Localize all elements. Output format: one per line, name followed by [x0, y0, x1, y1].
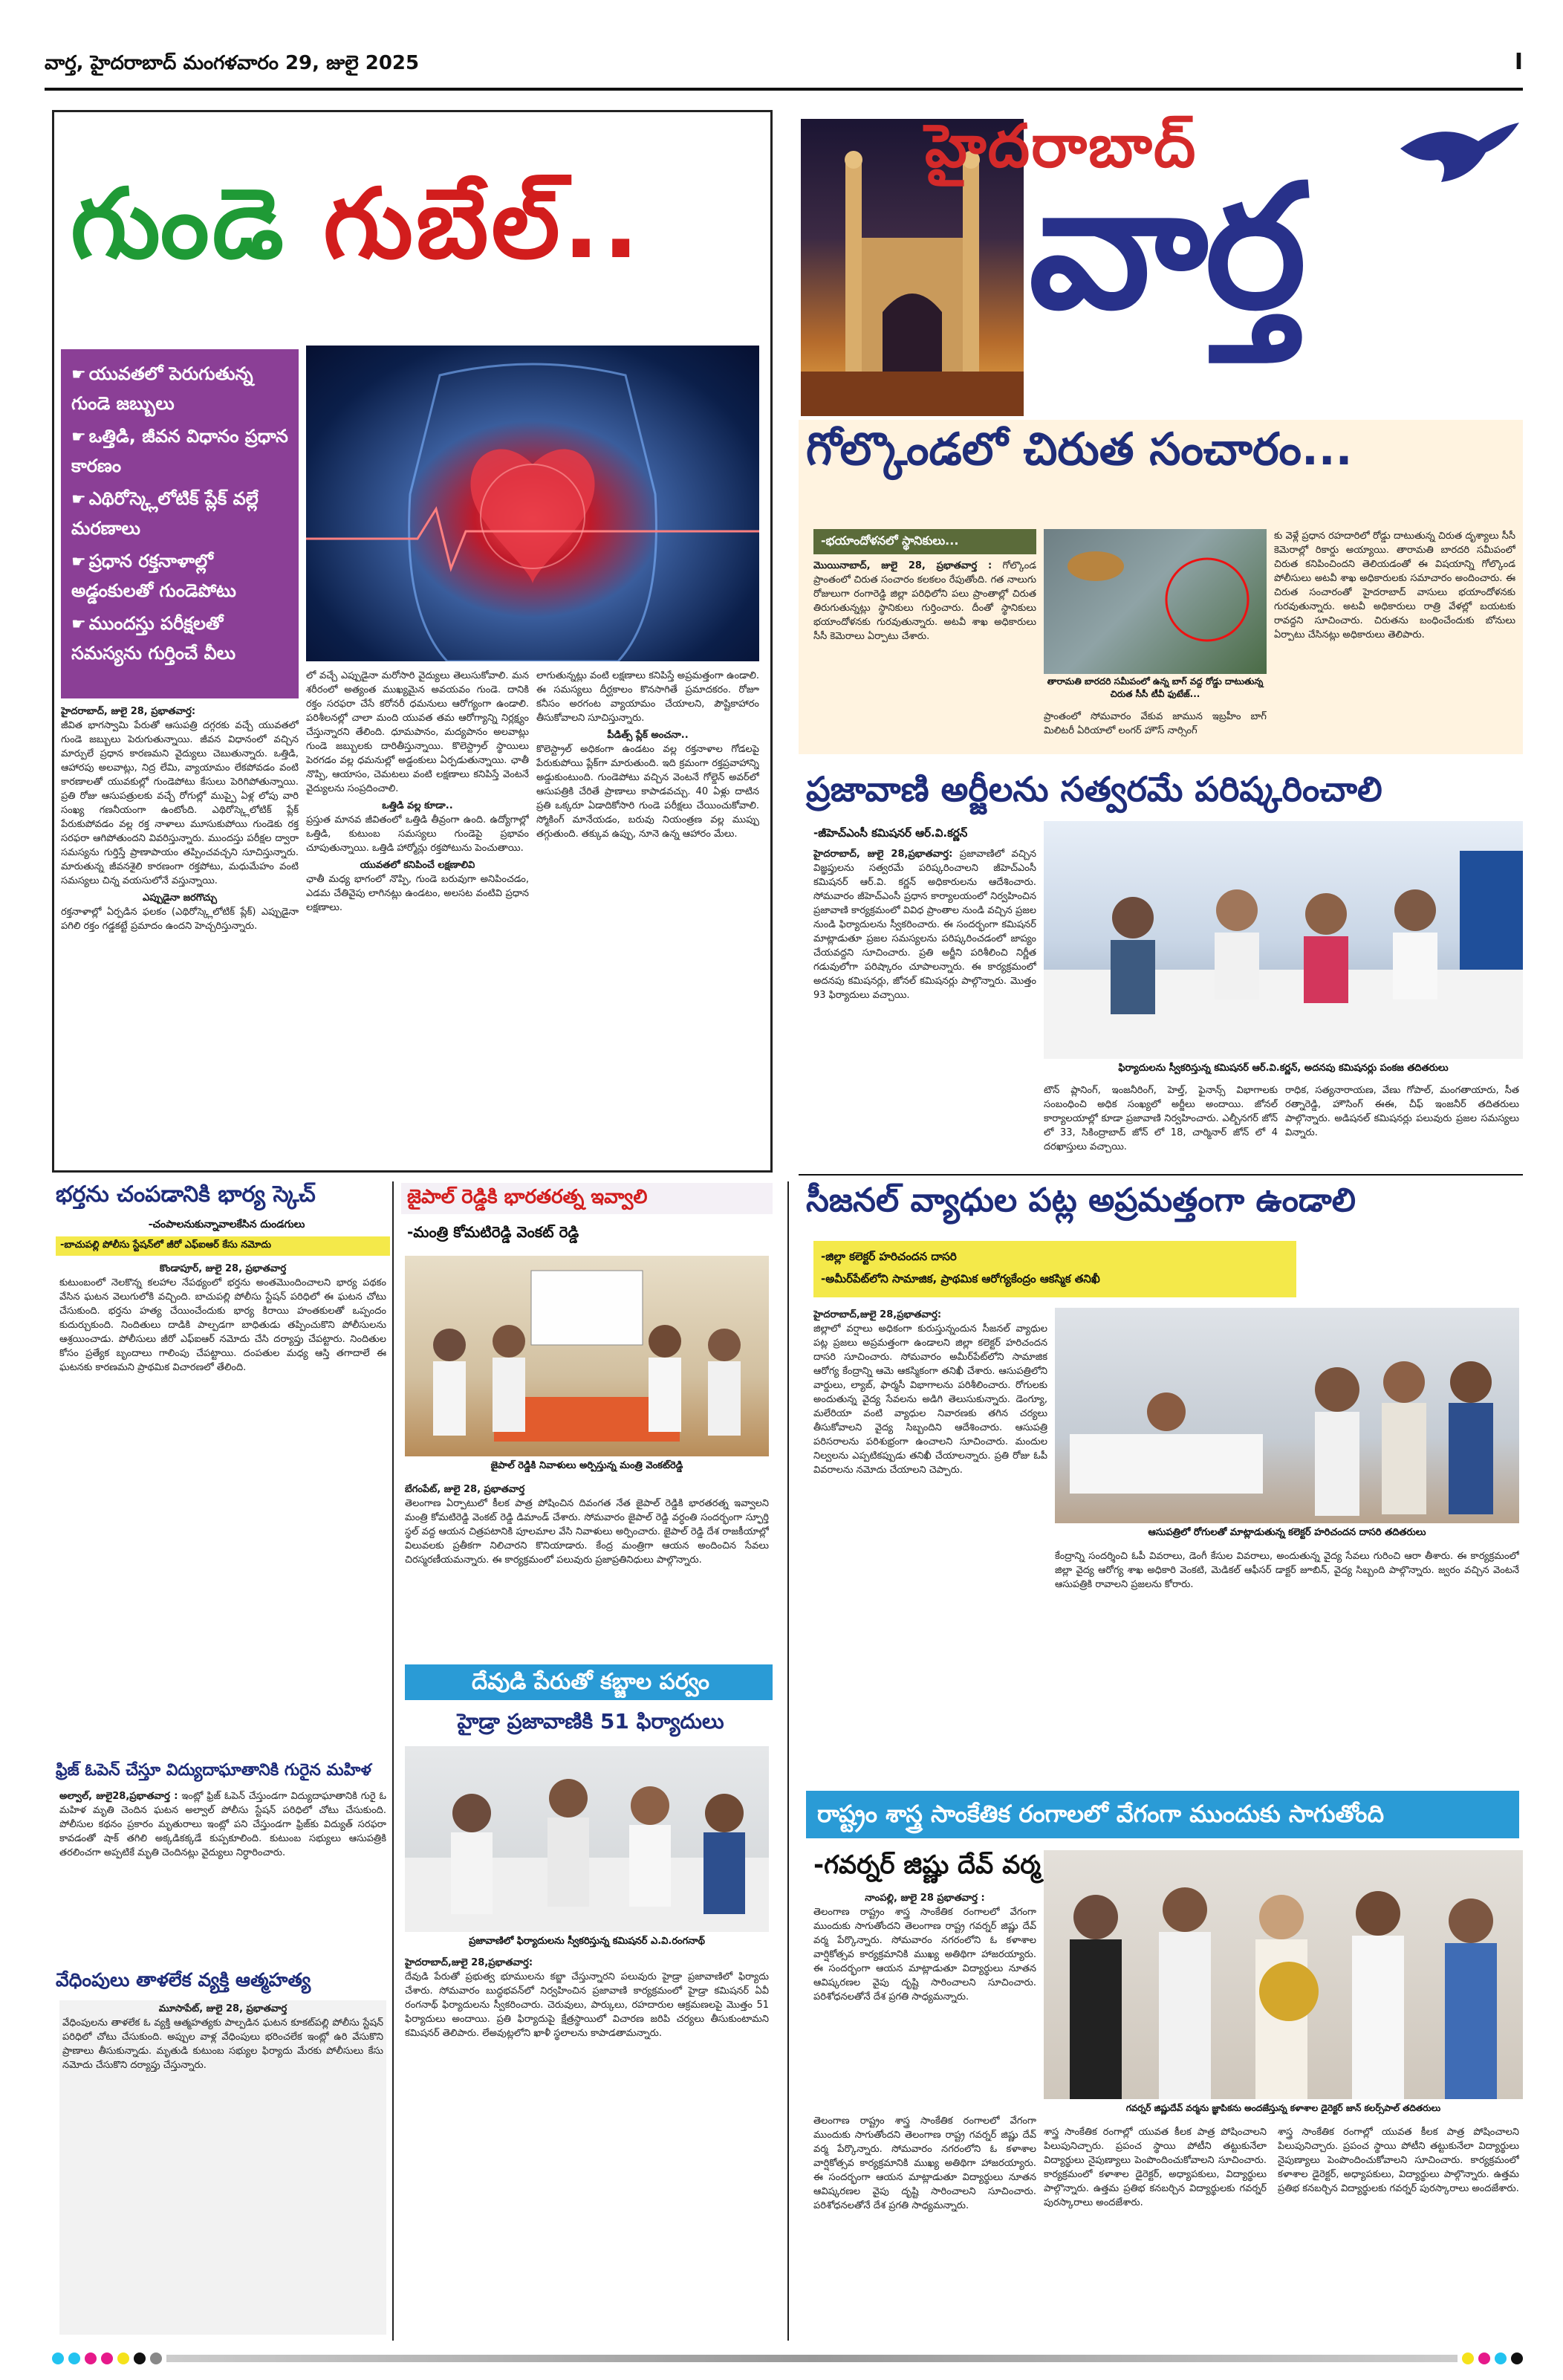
jaipal-headline: జైపాల్ రెడ్డికి భారతరత్న ఇవ్వాలి: [407, 1186, 648, 1208]
husband-headline: భర్తను చంపడానికి భార్య స్కెచ్: [56, 1181, 316, 1207]
heart-anatomy-graphic: [306, 346, 759, 661]
governor-column-2: శాస్త్ర సాంకేతిక రంగాల్లో యువత కీలక పాత్ర పోషించాలని పిలుపునిచ్చారు. ప్రపంచ స్థాయి పోటీని తట్టుకునేలా విద్యార్థులు నైపుణ్యాలు పెంపొందించుకోవాలని సూచించారు. కార్యక్రమంలో కళాశాల డైరెక్టర్, అధ్యాపకులు, విద్యార్థులు పాల్గొన్నారు. ఉత్తమ ప్రతిభ కనబర్చిన విద్యార్థులకు గవర్నర్ పురస్కారాలు అందజేశారు.: [1044, 2127, 1267, 2208]
heart-illustration: [306, 346, 759, 661]
heart-headline: [71, 167, 642, 304]
heart-bullets-box: [61, 349, 299, 698]
yellow-dot-icon: [1462, 2353, 1474, 2364]
seasonal-headline: సీజనల్ వ్యాధుల పట్ల అప్రమత్తంగా ఉండాలి: [806, 1181, 1356, 1219]
prajavani-column-3: రాధిక, సత్యనారాయణ, వేణు గోపాల్, మంగతాయారు, సీత రత్నారెడ్డి, హౌసింగ్ ఈఈ, చీఫ్ ఇంజనీర్ తదితరులు పాల్గొన్నారు. అడిషనల్ కమిషనర్లు పలువురు ప్రజల సమస్యలు విన్నారు.: [1285, 1085, 1519, 1138]
dateline: వార్త, హైదరాబాద్ మంగళవారం 29, జులై 2025: [45, 52, 420, 74]
kabja-photo: [405, 1746, 769, 1932]
pointing-hand-icon: ☛: [71, 615, 86, 634]
seasonal-kicker-1: -జిల్లా కలెక్టర్ హరిచందన దాసరి: [821, 1250, 957, 1263]
header-rule: [45, 88, 1523, 91]
column-rule: [392, 1181, 394, 2341]
section-rule: [799, 1174, 1523, 1176]
seasonal-kicker-2: -అమీర్‌పేట్‌లోని సామాజిక, ప్రాథమిక ఆరోగ్యకేంద్రం ఆకస్మిక తనిఖీ: [821, 1272, 1100, 1285]
pointing-hand-icon: ☛: [71, 490, 86, 509]
pointing-hand-icon: ☛: [71, 553, 86, 571]
harassment-body: మూసాపేట్, జులై 28, ప్రభాతవార్త వేధింపులను తాళలేక ఓ వ్యక్తి ఆత్మహత్యకు పాల్పడిన ఘటన కూకట్‌పల్లి పోలీసు స్టేషన్ పరిధిలో చోటు చేసుకుంది. అప్పుల వాళ్ల వేధింపులు భరించలేక ఇంట్లో ఉరి వేసుకొని ప్రాణాలు తీసుకున్నాడు. మృతుడి కుటుంబ సభ్యుల ఫిర్యాదు మేరకు పోలీసులు కేసు నమోదు చేసుకొని దర్యాప్తు చేస్తున్నారు.: [59, 2000, 386, 2335]
magenta-dot-icon: [101, 2353, 113, 2364]
seasonal-kicker-box: [813, 1241, 1296, 1297]
kabja-subheadline: హైడ్రా ప్రజావాణికి 51 ఫిర్యాదులు: [457, 1709, 724, 1734]
dove-logo-icon: [1397, 119, 1523, 186]
headline-part-1: గుండె: [71, 167, 287, 280]
governor-caption: గవర్నర్ జిష్ణుదేవ్ వర్మను జ్ఞాపికను అందజేస్తున్న కళాశాల డైరెక్టర్ జాన్ కలర్స్‌పాల్ తదితరులు: [1125, 2103, 1441, 2113]
yellow-dot-icon: [117, 2353, 129, 2364]
leopard-column-1b: ప్రాంతంలో సోమవారం వేకువ జామున ఇబ్రహీం బాగ్ మిలిటరీ ఏరియాలో లంగర్ హౌస్ నార్సింగ్: [1044, 711, 1267, 736]
page-number: I: [1514, 49, 1523, 75]
gray-dot-icon: [150, 2353, 162, 2364]
heart-column-3: లాగుతున్నట్లు వంటి లక్షణాలు కనిపిస్తే అప్రమత్తంగా ఉండాలి. ఈ సమస్యలు దీర్ఘకాలం కొనసాగితే ప్రమాదకరం. రోజూ కనీసం అరగంట వ్యాయామం చేయాలని, పౌష్టికాహారం తీసుకోవాలని సూచిస్తున్నారు. పీడిత్స్ ప్లేక్ అంచనా.. కొలెస్ట్రాల్ అధికంగా ఉండటం వల్ల రక్తనాళాల గోడలపై పేరుకుపోయి ప్లేక్‌గా మారుతుంది. ఇది క్రమంగా రక్తప్రవాహాన్ని అడ్డుకుంటుంది. గుండెపోటు వచ్చిన వెంటనే గోల్డెన్ అవర్‌లో ఆసుపత్రికి చేరితే ప్రాణాలు కాపాడవచ్చు. 40 ఏళ్లు దాటిన ప్రతి ఒక్కరూ ఏడాదికోసారి గుండె పరీక్షలు చేయించుకోవాలి. స్మోకింగ్ మానేయడం, బరువు నియంత్రణ వల్ల ముప్పు తగ్గుతుంది. తక్కువ ఉప్పు, నూనె ఉన్న ఆహారం మేలు.: [536, 670, 759, 840]
governor-kicker: -గవర్నర్ జిష్ణు దేవ్ వర్మ: [813, 1850, 1041, 1880]
pointing-hand-icon: ☛: [71, 428, 86, 447]
husband-kicker-1: -చంపాలనుకున్నావాలకేసిన దుండగులు: [148, 1219, 305, 1230]
husband-kicker-2: -బాచుపల్లి పోలీసు స్టేషన్‌లో జీరో ఎఫ్ఐఆర్ కేసు నమోదు: [56, 1236, 390, 1256]
bullet-item: ☛ ఒత్తిడి, జీవన విధానం ప్రధాన కారణం: [71, 426, 288, 476]
prajavani-headline: ప్రజావాణి అర్జీలను సత్వరమే పరిష్కరించాలి: [806, 769, 1382, 809]
magenta-dot-icon: [85, 2353, 97, 2364]
prajavani-column-1: హైదరాబాద్, జులై 28,ప్రభాతవార్త: ప్రజావాణిలో వచ్చిన విజ్ఞప్తులను సత్వరమే పరిష్కరించాలని జీహెచ్ఎంసీ కమిషనర్ ఆర్.వి. కర్ణన్ అధికారులను ఆదేశించారు. సోమవారం జీహెచ్ఎంసీ ప్రధాన కార్యాలయంలో నిర్వహించిన ప్రజావాణి కార్యక్రమంలో వివిధ ప్రాంతాల నుండి వచ్చిన ప్రజల నుండి ఫిర్యాదులను స్వీకరించారు. ఈ సందర్భంగా కమిషనర్ మాట్లాడుతూ ప్రజల సమస్యలను పరిష్కరించడంలో జాప్యం చేయవద్దని సూచించారు. ప్రతి అర్జీని పరిశీలించి నిర్ణీత గడువులోగా పరిష్కారం చూపాలన్నారు. ఈ కార్యక్రమంలో అదనపు కమిషనర్లు, జోనల్ కమిషనర్లు పాల్గొన్నారు. మొత్తం 93 ఫిర్యాదులు వచ్చాయి.: [813, 849, 1036, 1001]
governor-column-1b: తెలంగాణ రాష్ట్రం శాస్త్ర సాంకేతిక రంగాలలో వేగంగా ముందుకు సాగుతోందని తెలంగాణ రాష్ట్ర గవర్నర్ జిష్ణు దేవ్ వర్మ పేర్కొన్నారు. సోమవారం నగరంలోని ఓ కళాశాల వార్షికోత్సవ కార్యక్రమానికి ముఖ్య అతిథిగా హాజరయ్యారు. ఈ సందర్భంగా ఆయన మాట్లాడుతూ విద్యార్థులు నూతన ఆవిష్కరణల వైపు దృష్టి సారించాలని సూచించారు. పరిశోధనలతోనే దేశ ప్రగతి సాధ్యమన్నారు.: [813, 2115, 1036, 2211]
bullet-item: ☛ ఎథిరోస్క్లెలోటిక్ ప్లేక్ వల్లే మరణాలు: [71, 488, 259, 539]
column-rule: [787, 1181, 789, 2341]
seasonal-column-1: హైదరాబాద్,జులై 28,ప్రభాతవార్త: జిల్లాలో వర్షాలు అధికంగా కురుస్తున్నందున సీజనల్ వ్యాధుల పట్ల ప్రజలు అప్రమత్తంగా ఉండాలని జిల్లా కలెక్టర్ హరిచందన దాసరి సూచించారు. సోమవారం అమీర్‌పేట్‌లోని సామాజిక ఆరోగ్య కేంద్రాన్ని ఆమె ఆకస్మికంగా తనిఖీ చేశారు. ఆసుపత్రిలోని వార్డులు, ల్యాబ్, ఫార్మసీ విభాగాలను పరిశీలించారు. రోగులకు అందుతున్న వైద్య సేవలను అడిగి తెలుసుకున్నారు. డెంగ్యూ, మలేరియా వంటి వ్యాధుల నివారణకు తగిన చర్యలు తీసుకోవాలని వైద్య సిబ్బందిని ఆదేశించారు. ఆసుపత్రి పరిసరాలను పరిశుభ్రంగా ఉంచాలని సూచించారు. మందుల నిల్వలను ఎప్పటికప్పుడు తనిఖీ చేయాలన్నారు. ప్రతి రోజు ఓపీ వివరాలను నమోదు చేయాలని చెప్పారు.: [813, 1309, 1047, 1476]
leopard-column-1: మొయినాబాద్, జులై 28, ప్రభాతవార్త : గోల్కొండ ప్రాంతంలో చిరుత సంచారం కలకలం రేపుతోంది. గత నాలుగు రోజులుగా రంగారెడ్డి జిల్లా పరిధిలోని పలు ప్రాంతాల్లో చిరుత తిరుగుతున్నట్లు స్థానికులు గుర్తించారు. దీంతో స్థానికులు భయాందోళనకు గురవుతున్నారు. అటవీ శాఖ అధికారులు సీసీ కెమెరాలు ఏర్పాటు చేశారు.: [813, 560, 1036, 642]
pointing-hand-icon: ☛: [71, 366, 86, 384]
governor-column-1: నాంపల్లి, జులై 28 ప్రభాతవార్త : తెలంగాణ రాష్ట్రం శాస్త్ర సాంకేతిక రంగాలలో వేగంగా ముందుకు సాగుతోందని తెలంగాణ రాష్ట్ర గవర్నర్ జిష్ణు దేవ్ వర్మ పేర్కొన్నారు. సోమవారం నగరంలోని ఓ కళాశాల వార్షికోత్సవ కార్యక్రమానికి ముఖ్య అతిథిగా హాజరయ్యారు. ఈ సందర్భంగా ఆయన మాట్లాడుతూ విద్యార్థులు నూతన ఆవిష్కరణల వైపు దృష్టి సారించాలని సూచించారు. పరిశోధనలతోనే దేశ ప్రగతి సాధ్యమన్నారు.: [813, 1893, 1036, 2003]
governor-headline: రాష్ట్రం శాస్త్ర సాంకేతిక రంగాలలో వేగంగా ముందుకు సాగుతోంది: [817, 1800, 1385, 1828]
fridge-headline: ఫ్రిజ్ ఓపెన్ చేస్తూ విద్యుదాఘాతానికి గురైన మహిళ: [56, 1761, 371, 1780]
masthead-title: వార్త: [1029, 149, 1304, 347]
leopard-column-2: కు వెళ్లే ప్రధాన రహదారిలో రోడ్డు దాటుతున్న చిరుత దృశ్యాలు సీసీ కెమెరాల్లో రికార్డు అయ్యాయి. తారామతి బారదరి సమీపంలో చిరుత కనిపించిందని తెలియడంతో ఈ విషయాన్ని గోల్కొండ పోలీసులు అటవీ శాఖ అధికారులకు సమాచారం అందించారు. ఈ చిరుత సంచారంతో హైదరాబాద్ వాసులు భయాందోళనకు గురవుతున్నారు. అటవీ అధికారులు రాత్రి వేళల్లో బయటకు రావద్దని సూచించారు. చిరుతను బంధించేందుకు బోనులు ఏర్పాటు చేసినట్లు అధికారులు తెలిపారు.: [1274, 531, 1515, 641]
kabja-caption: ప్రజావాణిలో ఫిర్యాదులను స్వీకరిస్తున్న కమిషనర్ ఎ.వి.రంగనాథ్: [469, 1936, 705, 1947]
governor-column-3: శాస్త్ర సాంకేతిక రంగాల్లో యువత కీలక పాత్ర పోషించాలని పిలుపునిచ్చారు. ప్రపంచ స్థాయి పోటీని తట్టుకునేలా విద్యార్థులు నైపుణ్యాలు పెంపొందించుకోవాలని సూచించారు. కార్యక్రమంలో కళాశాల డైరెక్టర్, అధ్యాపకులు, విద్యార్థులు పాల్గొన్నారు. ఉత్తమ ప్రతిభ కనబర్చిన విద్యార్థులకు గవర్నర్ పురస్కారాలు అందజేశారు.: [1278, 2127, 1519, 2194]
jaipal-photo: [405, 1256, 769, 1456]
leopard-caption: తారామతి బారదరి సమీపంలో ఉన్న బాగ్ వద్ద రోడ్డు దాటుతున్న చిరుత సీసీ టీవీ ఫుటేజ్...: [1047, 676, 1264, 699]
magenta-dot-icon: [1478, 2353, 1490, 2364]
headline-part-2: గుబేల్..: [323, 167, 643, 280]
prajavani-kicker: -జీహెచ్ఎంసీ కమిషనర్ ఆర్.వి.కర్ణన్: [813, 826, 968, 840]
prajavani-caption: ఫిర్యాదులను స్వీకరిస్తున్న కమిషనర్ ఆర్.వి.కర్ణన్, అదనపు కమిషనర్లు పంకజ తదితరులు: [1118, 1063, 1449, 1074]
jaipal-kicker: -మంత్రి కోమటిరెడ్డి వెంకట్ రెడ్డి: [407, 1223, 579, 1241]
heart-column-1: హైదరాబాద్, జులై 28, ప్రభాతవార్త: జీవిత భాగస్వామి పేరుతో ఆసుపత్రి దగ్గరకు వచ్చే యువతలో గుండె జబ్బులు పెరుగుతున్నాయి. జీవన విధానంలో వచ్చిన మార్పులే ప్రధాన కారణమని వైద్యులు చెబుతున్నారు. ఒత్తిడి, ఆహారపు అలవాట్లు, నిద్ర లేమి, వ్యాయామం లేకపోవడం వంటి కారణాలతో యువకుల్లో గుండెపోటు కేసులు పెరిగిపోతున్నాయి. ప్రతి రోజు ఆసుపత్రులకు వచ్చే రోగుల్లో ముప్పై ఏళ్ల లోపు వారి సంఖ్య గణనీయంగా ఉంటోంది. ఎథిరోస్క్లెలోటిక్ ప్లేక్ పేరుకుపోవడం వల్ల రక్త నాళాలు మూసుకుపోయి గుండెకు రక్త సరఫరా ఆగిపోతుందని వివరిస్తున్నారు. ముందస్తు పరీక్షల ద్వారా సమస్యను గుర్తిస్తే ప్రాణాపాయం తప్పించవచ్చని సూచిస్తున్నారు. మారుతున్న జీవనశైలి కారణంగా రక్తపోటు, మధుమేహం వంటి సమస్యలు చిన్న వయసులోనే వస్తున్నాయి. ఎప్పుడైనా జరగొచ్చు రక్తనాళాల్లో ఏర్పడిన ఫలకం (ఎథిరోస్క్లెలోటిక్ ప్లేక్) ఎప్పుడైనా పగిలి రక్తం గడ్డకట్టే ప్రమాదం ఉందని హెచ్చరిస్తున్నారు.: [61, 706, 299, 932]
governor-photo: [1044, 1850, 1523, 2099]
jaipal-body: బేగంపేట్, జులై 28, ప్రభాతవార్త తెలంగాణ ఏర్పాటులో కీలక పాత్ర పోషించిన దివంగత నేత జైపాల్ రెడ్డికి భారతరత్న ఇవ్వాలని మంత్రి కోమటిరెడ్డి వెంకట్ రెడ్డి డిమాండ్ చేశారు. సోమవారం జైపాల్ రెడ్డి వర్ధంతి సందర్భంగా స్ఫూర్తి స్థల్ వద్ద ఆయన చిత్రపటానికి పూలమాల వేసి నివాళులు అర్పించారు. జైపాల్ రెడ్డి దేశ రాజకీయాల్లో విలువలకు ప్రతీకగా నిలిచారని కొనియాడారు. కేంద్ర మంత్రిగా ఆయన అందించిన సేవలు చిరస్మరణీయమన్నారు. ఈ కార్యక్రమంలో పలువురు ప్రజాప్రతినిధులు పాల్గొన్నారు.: [405, 1484, 769, 1566]
black-dot-icon: [134, 2353, 146, 2364]
seasonal-hospital-photo: [1055, 1308, 1519, 1523]
seasonal-caption: ఆసుపత్రిలో రోగులతో మాట్లాడుతున్న కలెక్టర్ హరిచందన దాసరి తదితరులు: [1148, 1527, 1426, 1538]
jaipal-caption: జైపాల్ రెడ్డికి నివాళులు అర్పిస్తున్న మంత్రి వెంకట్‌రెడ్డి: [490, 1460, 683, 1471]
prajavani-column-2: టౌన్ ప్లానింగ్, ఇంజనీరింగ్, హెల్త్, ఫైనాన్స్ విభాగాలకు సంబంధించి అధిక సంఖ్యలో అర్జీలు అందాయి. జోనల్ కార్యాలయాల్లో కూడా ప్రజావాణి నిర్వహించారు. ఎల్బీనగర్ జోన్ లో 33, సికింద్రాబాద్ జోన్ లో 18, చార్మినార్ జోన్ లో 4 దరఖాస్తులు వచ్చాయి.: [1044, 1085, 1278, 1152]
heart-column-2: లో వచ్చే ఎప్పుడైనా మరోసారి వైద్యులు తెలుసుకోవాలి. మన శరీరంలో అత్యంత ముఖ్యమైన అవయవం గుండె. దానికి రక్తం సరఫరా చేసే కరోనరీ ధమనులు ఆరోగ్యంగా ఉండాలి. పరిశీలనల్లో చాలా మంది యువత తమ ఆరోగ్యాన్ని నిర్లక్ష్యం చేస్తున్నారని తేలింది. ధూమపానం, మద్యపానం అలవాట్లు గుండె జబ్బులకు దారితీస్తున్నాయి. కొలెస్ట్రాల్ స్థాయిలు పెరగడం వల్ల ధమనుల్లో అడ్డంకులు ఏర్పడుతున్నాయి. ఛాతీ నొప్పి, ఆయాసం, చెమటలు వంటి లక్షణాలు కనిపిస్తే వెంటనే వైద్యులను సంప్రదించాలి. ఒత్తిడి వల్ల కూడా.. ప్రస్తుత మానవ జీవితంలో ఒత్తిడి తీవ్రంగా ఉంది. ఉద్యోగాల్లో ఒత్తిడి, కుటుంబ సమస్యలు గుండెపై ప్రభావం చూపుతున్నాయి. ఒత్తిడి హార్మోన్లు రక్తపోటును పెంచుతాయి. యువతలో కనిపించే లక్షణాలివి ఛాతీ మధ్య భాగంలో నొప్పి, గుండె బరువుగా అనిపించడం, ఎడమ చేతివైపు లాగినట్లు ఉండటం, అలసట వంటివి ప్రధాన లక్షణాలు.: [306, 670, 529, 913]
black-dot-icon: [1511, 2353, 1523, 2364]
print-registration-strip: [52, 2352, 1523, 2365]
bullet-item: ☛ యువతలో పెరుగుతున్న గుండె జబ్బులు: [71, 363, 253, 414]
cyan-dot-icon: [68, 2353, 80, 2364]
cyan-dot-icon: [1495, 2353, 1507, 2364]
fridge-body: అల్వాల్, జులై28,ప్రభాతవార్త : ఇంట్లో ఫ్రిజ్ ఓపెన్ చేస్తుండగా విద్యుదాఘాతానికి గురై ఓ మహిళ మృతి చెందిన ఘటన అల్వాల్ పోలీసు స్టేషన్ పరిధిలో చోటు చేసుకుంది. పోలీసుల కథనం ప్రకారం మృతురాలు ఇంట్లో పని చేస్తుండగా ఫ్రిజ్‌కు విద్యుత్ సరఫరా కావడంతో షాక్ తగిలి అక్కడికక్కడే కుప్పకూలింది. కుటుంబ సభ్యులు ఆసుపత్రికి తరలించగా అప్పటికే మృతి చెందినట్లు వైద్యులు నిర్ధారించారు.: [59, 1791, 386, 1858]
page-header: [45, 49, 1523, 86]
leopard-headline: గోల్కొండలో చిరుత సంచారం...: [806, 424, 1353, 476]
masthead-city: హైదరాబాద్: [925, 111, 1198, 181]
kabja-body: హైదరాబాద్,జులై 28,ప్రభాతవార్త: దేవుడి పేరుతో ప్రభుత్వ భూములను కబ్జా చేస్తున్నారని పలువురు హైడ్రా ప్రజావాణిలో ఫిర్యాదు చేశారు. సోమవారం బుద్ధభవన్‌లో నిర్వహించిన ప్రజావాణి కార్యక్రమంలో హైడ్రా కమిషనర్ ఏవీ రంగనాథ్ ఫిర్యాదులను స్వీకరించారు. చెరువులు, పార్కులు, రహదారుల ఆక్రమణలపై మొత్తం 51 ఫిర్యాదులు అందాయి. ప్రతి ఫిర్యాదుపై క్షేత్రస్థాయిలో విచారణ జరిపి చర్యలు తీసుకుంటామని కమిషనర్ తెలిపారు. లేఅవుట్లలోని ఖాళీ స్థలాలను కాపాడతామన్నారు.: [405, 1957, 769, 2039]
harassment-headline: వేధింపులు తాళలేక వ్యక్తి ఆత్మహత్య: [56, 1969, 311, 1991]
bullet-item: ☛ ప్రధాన రక్తనాళాల్లో అడ్డంకులతో గుండెపోటు: [71, 551, 236, 601]
bullet-item: ☛ ముందస్తు పరీక్షలతో సమస్యను గుర్తించే వీలు: [71, 613, 235, 664]
prajavani-photo: [1044, 821, 1523, 1059]
leopard-kicker: -భయాందోళనలో స్థానికులు...: [813, 529, 1036, 554]
seasonal-column-2: కేంద్రాన్ని సందర్శించి ఓపీ వివరాలు, డెంగీ కేసుల వివరాలు, అందుతున్న వైద్య సేవలు గురించి ఆరా తీశారు. ఈ కార్యక్రమంలో జిల్లా వైద్య ఆరోగ్య శాఖ అధికారి వెంకటి, మెడికల్ ఆఫీసర్ డాక్టర్ జూబిన్, వైద్య సిబ్బంది పాల్గొన్నారు. జ్వరం వచ్చిన వెంటనే ఆసుపత్రికి రావాలని ప్రజలను కోరారు.: [1055, 1551, 1519, 1590]
kabja-headline: దేవుడి పేరుతో కబ్జాల పర్వం: [472, 1669, 709, 1695]
leopard-cctv-photo: [1044, 529, 1267, 674]
cyan-dot-icon: [52, 2353, 64, 2364]
husband-body: కొండాపూర్, జులై 28, ప్రభాతవార్త కుటుంబంలో నెలకొన్న కలహాల నేపథ్యంలో భర్తను అంతమొందించాలని భార్య పథకం వేసిన ఘటన వెలుగులోకి వచ్చింది. బాచుపల్లి పోలీసు స్టేషన్ పరిధిలో ఈ ఘటన చోటు చేసుకుంది. భర్తను హత్య చేయించేందుకు భార్య కిరాయి హంతకులతో ఒప్పందం కుదుర్చుకుంది. నిందితులు దాడికి పాల్పడగా బాధితుడు తప్పించుకొని పోలీసులను ఆశ్రయించాడు. పోలీసులు జీరో ఎఫ్ఐఆర్ నమోదు చేసి దర్యాప్తు చేపట్టారు. నిందితుల కోసం ప్రత్యేక బృందాలు గాలింపు చేపట్టాయి. దంపతుల మధ్య ఆస్తి తగాదాలే ఈ ఘటనకు కారణమని ప్రాథమిక విచారణలో తేలింది.: [59, 1263, 386, 1373]
gray-bar: [166, 2355, 1458, 2362]
